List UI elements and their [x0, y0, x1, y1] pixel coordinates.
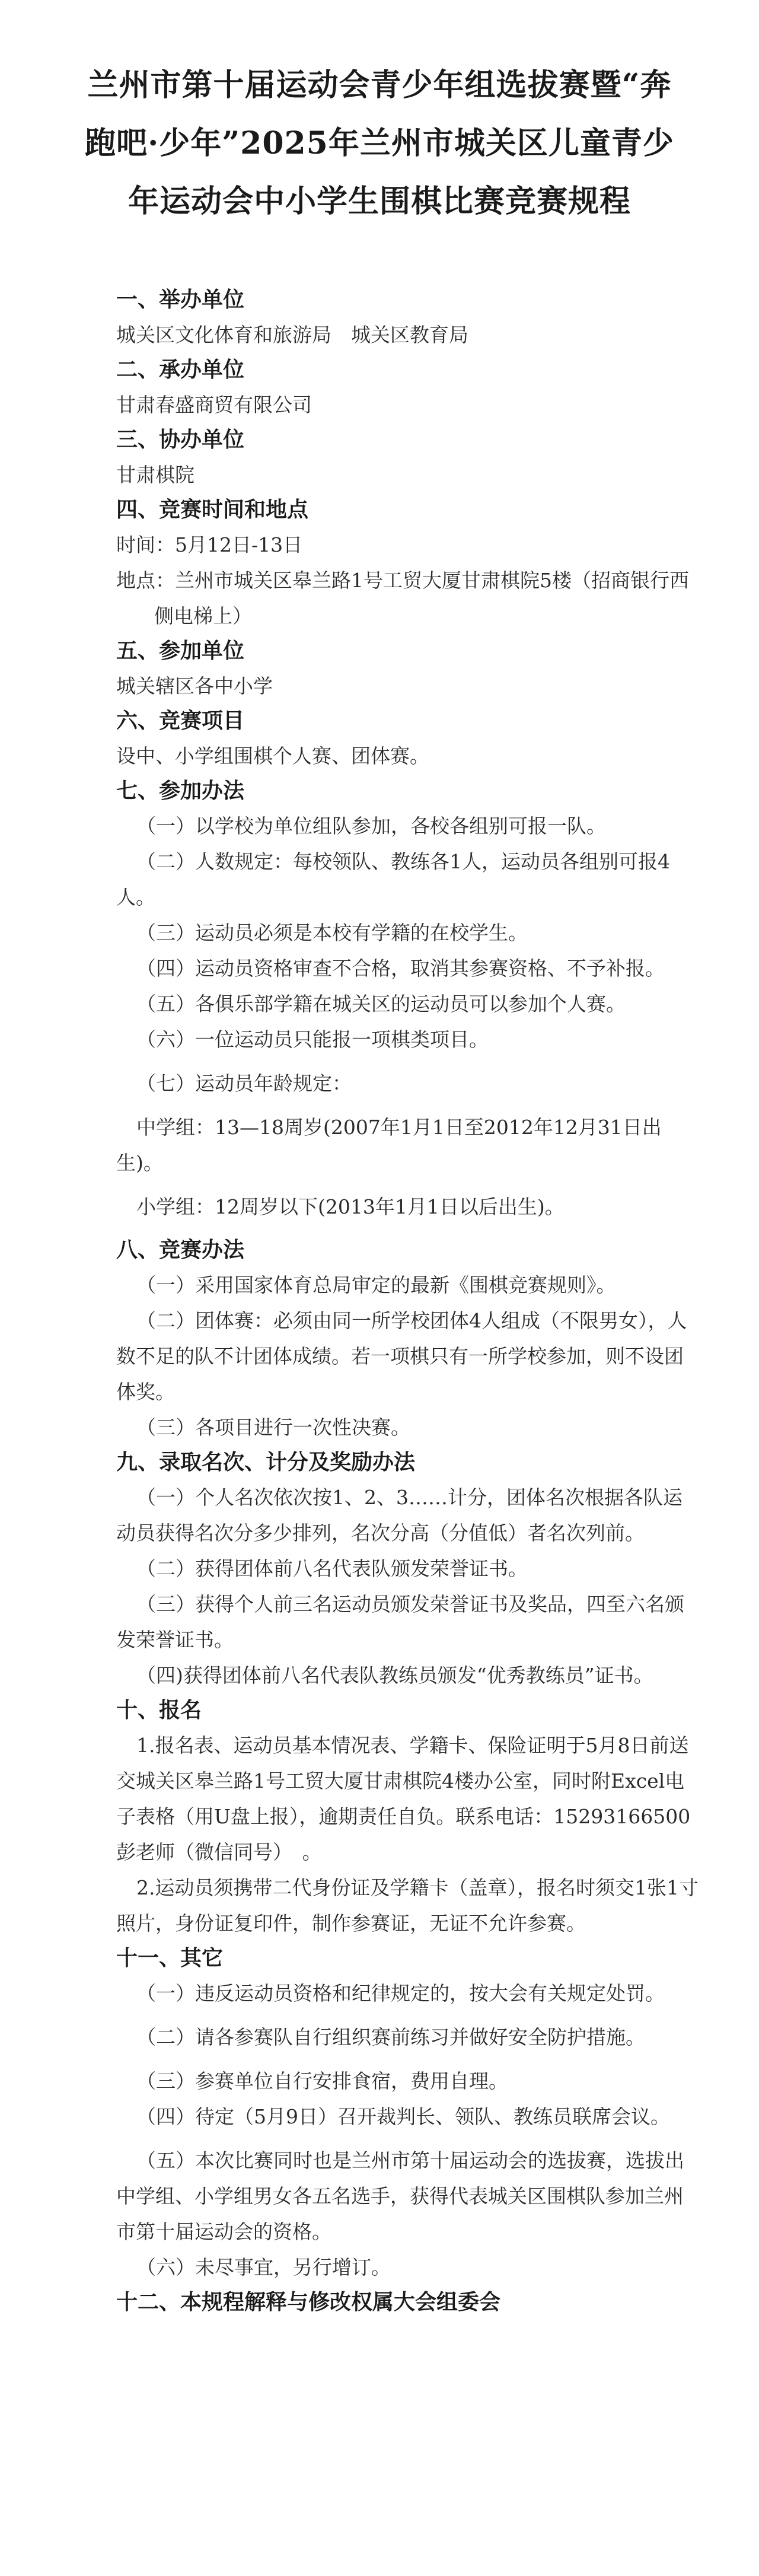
- section-heading-time-place: 四、竞赛时间和地点: [116, 498, 309, 522]
- section-heading-organizer: 一、举办单位: [116, 288, 245, 312]
- competition-time: 时间：5月12日-13日: [116, 533, 303, 556]
- section-heading-participants: 五、参加单位: [116, 639, 245, 663]
- participation-item: （二）人数规定：每校领队、教练各1人，运动员各组别可报4人。: [116, 850, 670, 909]
- section-heading-other: 十一、其它: [116, 1946, 224, 1970]
- events-text: 设中、小学组围棋个人赛、团体赛。: [116, 744, 429, 768]
- other-item: （五）本次比赛同时也是兰州市第十届运动会的选拔赛，选拔出中学组、小学组男女各五名选手，获得代表城关区围棋队参加兰州市第十届运动会的资格。: [116, 2149, 684, 2243]
- section-heading-events: 六、竞赛项目: [116, 709, 245, 733]
- ranking-item: （四)获得团体前八名代表队教练员颁发“优秀教练员”证书。: [136, 1664, 653, 1687]
- participation-item: （六）一位运动员只能报一项棋类项目。: [136, 1028, 489, 1051]
- document-body: [36, 283, 723, 2320]
- participation-item: （一）以学校为单位组队参加，各校各组别可报一队。: [136, 814, 606, 838]
- registration-item: 2.运动员须携带二代身份证及学籍卡（盖章），报名时须交1张1寸照片，身份证复印件，制作参赛证，无证不允许参赛。: [116, 1876, 699, 1935]
- section-heading-co-organizer: 三、协办单位: [116, 428, 245, 452]
- ranking-item: （二）获得团体前八名代表队颁发荣誉证书。: [136, 1557, 528, 1580]
- other-item: （二）请各参赛队自行组织赛前练习并做好安全防护措施。: [136, 2026, 645, 2049]
- registration-item: 1.报名表、运动员基本情况表、学籍卡、保险证明于5月8日前送交城关区皋兰路1号工贸大厦甘肃棋院4楼办公室，同时附Excel电子表格（用U盘上报），逾期责任自负。联系电话：15293166500 彭老师（微信同号） 。: [116, 1734, 710, 1864]
- title-line-1: 兰州市第十届运动会青少年组选拔赛暨“奔: [87, 67, 672, 103]
- undertaker-text: 甘肃春盛商贸有限公司: [116, 393, 312, 416]
- rules-item: （一）采用国家体育总局审定的最新《围棋竞赛规则》。: [136, 1273, 616, 1297]
- section-heading-participation: 七、参加办法: [116, 779, 245, 803]
- participation-item: （三）运动员必须是本校有学籍的在校学生。: [136, 921, 528, 944]
- section-heading-registration: 十、报名: [116, 1698, 202, 1722]
- document-title: [36, 56, 723, 231]
- title-line-2: 跑吧·少年”2025年兰州市城关区儿童青少: [85, 125, 674, 161]
- section-heading-undertaker: 二、承办单位: [116, 358, 245, 382]
- other-item: （一）违反运动员资格和纪律规定的，按大会有关规定处罚。: [136, 1982, 665, 2005]
- section-heading-rules: 八、竞赛办法: [116, 1238, 245, 1262]
- section-heading-interpretation: 十二、本规程解释与修改权属大会组委会: [116, 2290, 501, 2314]
- other-item: （六）未尽事宜，另行增订。: [136, 2256, 391, 2279]
- participation-item: （四）运动员资格审查不合格，取消其参赛资格、不予补报。: [136, 957, 665, 980]
- other-item: （三）参赛单位自行安排食宿，费用自理。: [136, 2069, 508, 2093]
- participation-item: （七）运动员年龄规定：: [136, 1072, 352, 1095]
- competition-place: 地点：兰州市城关区皋兰路1号工贸大厦甘肃棋院5楼（招商银行西侧电梯上）: [116, 569, 689, 628]
- participants-text: 城关辖区各中小学: [116, 674, 273, 698]
- primary-school-age: 小学组：12周岁以下(2013年1月1日以后出生)。: [136, 1195, 565, 1218]
- ranking-item: （一）个人名次依次按1、2、3……计分，团体名次根据各队运动员获得名次分多少排列，名次分高（分值低）者名次列前。: [116, 1486, 683, 1545]
- other-item: （四）待定（5月9日）召开裁判长、领队、教练员联席会议。: [136, 2105, 670, 2128]
- ranking-item: （三）获得个人前三名运动员颁发荣誉证书及奖品，四至六名颁发荣誉证书。: [116, 1593, 684, 1651]
- co-organizer-text: 甘肃棋院: [116, 463, 194, 486]
- section-heading-ranking: 九、录取名次、计分及奖励办法: [116, 1450, 416, 1475]
- participation-item: （五）各俱乐部学籍在城关区的运动员可以参加个人赛。: [136, 992, 626, 1015]
- title-line-3: 年运动会中小学生围棋比赛竞赛规程: [127, 183, 631, 219]
- middle-school-age: 中学组：13—18周岁(2007年1月1日至2012年12月31日出生)。: [116, 1116, 662, 1174]
- rules-item: （三）各项目进行一次性决赛。: [136, 1416, 410, 1439]
- rules-item: （二）团体赛：必须由同一所学校团体4人组成（不限男女），人数不足的队不计团体成绩。若一项棋只有一所学校参加，则不设团体奖。: [116, 1309, 687, 1403]
- organizer-text: 城关区文化体育和旅游局 城关区教育局: [116, 323, 468, 346]
